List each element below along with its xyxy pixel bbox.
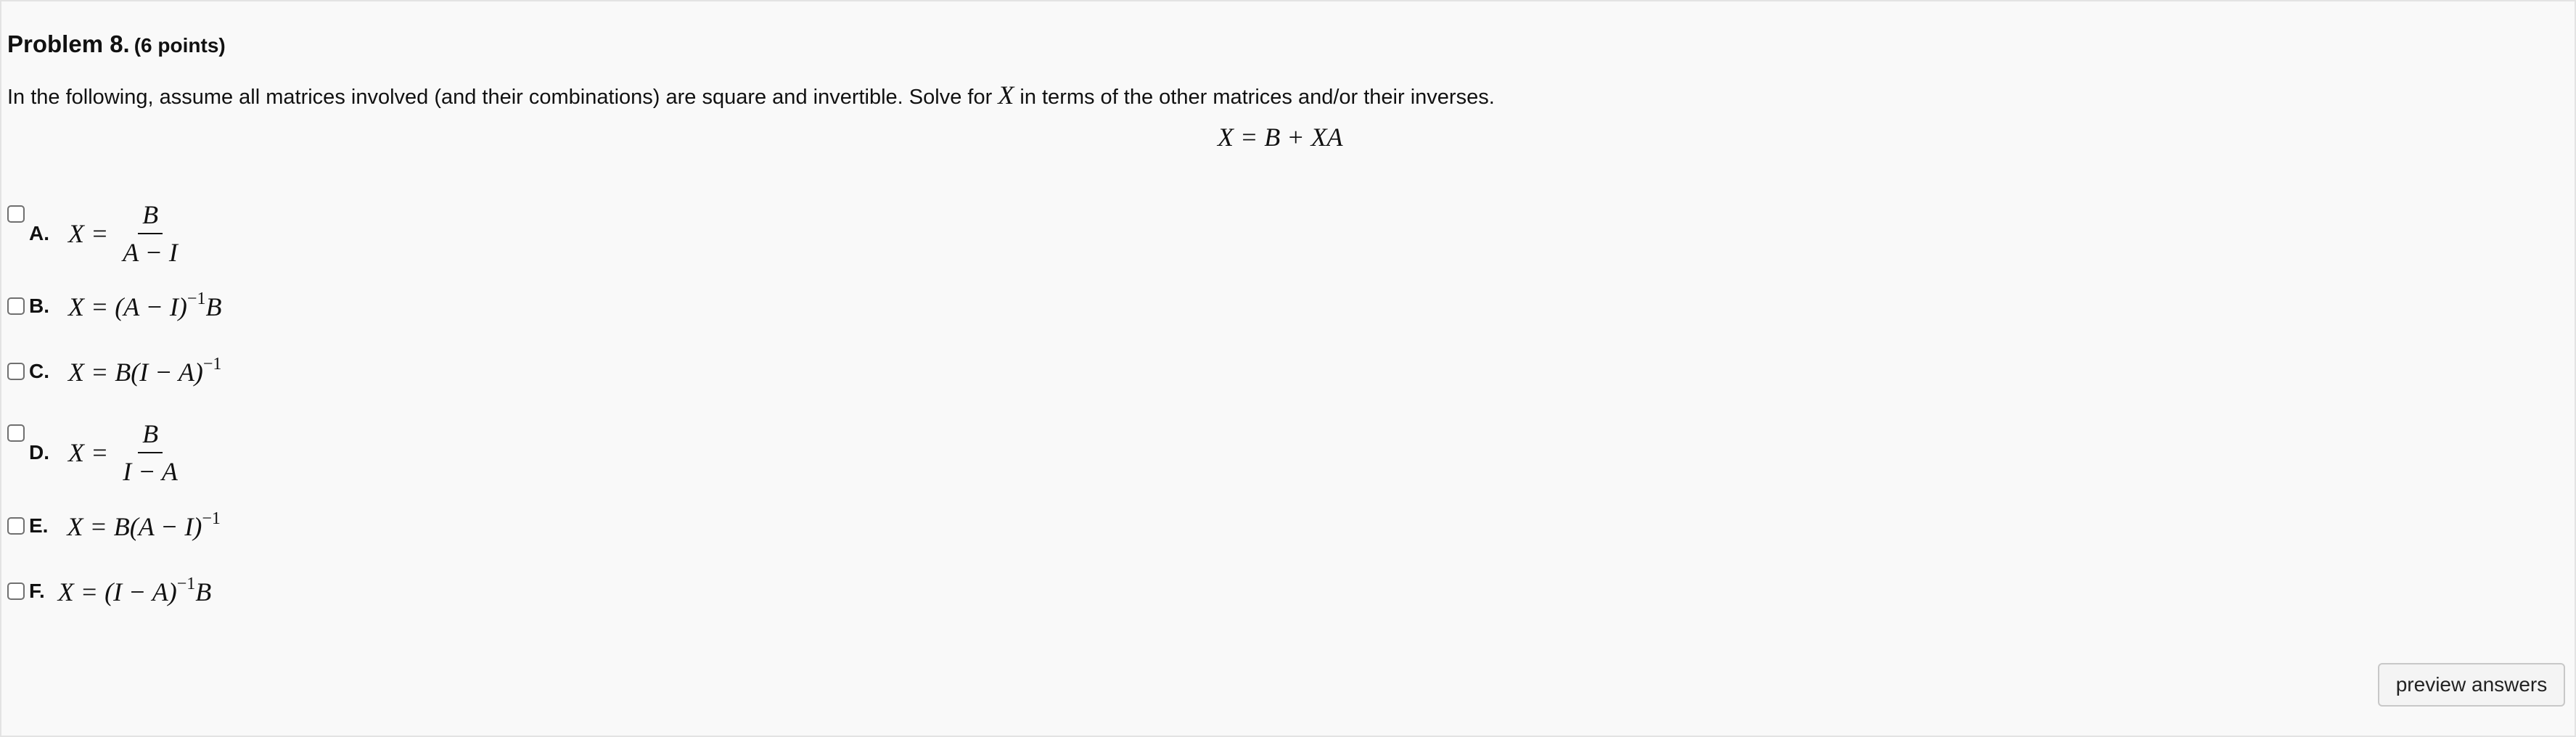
option-f-checkbox[interactable] — [7, 582, 25, 600]
prompt-variable: X — [998, 81, 1014, 110]
option-f-exponent: −1 — [176, 575, 196, 593]
problem-points: (6 points) — [134, 34, 226, 57]
option-b-tail: B — [205, 292, 222, 321]
option-b-lhs: X = — [68, 292, 109, 321]
option-c-lhs: X = — [68, 358, 109, 387]
option-e-checkbox[interactable] — [7, 517, 25, 535]
option-f-expr: (I − A) — [104, 577, 177, 606]
option-e[interactable] — [7, 509, 221, 542]
option-d-checkbox[interactable] — [7, 424, 25, 442]
option-f-letter: F. — [29, 579, 45, 602]
prompt-text-after: in terms of the other matrices and/or their inverses. — [1020, 86, 1495, 109]
option-a-denominator: A − I — [123, 238, 178, 267]
option-f[interactable] — [7, 575, 211, 607]
option-f-tail: B — [195, 577, 212, 606]
option-c-letter: C. — [29, 359, 49, 382]
option-e-lhs: X = — [67, 512, 107, 541]
option-a-numerator: B — [138, 199, 163, 234]
option-b-exponent: −1 — [186, 289, 206, 308]
problem-number: Problem 8. — [7, 30, 130, 57]
option-f-formula — [58, 575, 211, 607]
option-c-formula — [68, 355, 221, 387]
option-f-lhs: X = — [57, 577, 99, 606]
problem-title — [7, 30, 226, 58]
option-e-expr: B(A − I) — [113, 512, 202, 541]
option-b[interactable] — [7, 289, 221, 322]
display-equation: X = B + XA — [1218, 123, 1343, 152]
option-c-exponent: −1 — [202, 355, 222, 374]
option-d-denominator: I − A — [123, 457, 178, 486]
prompt-text-before: In the following, assume all matrices involved (and their combinations) are square and invertible. Solve for — [7, 86, 993, 109]
option-b-expr: (A − I) — [115, 292, 187, 321]
option-b-letter: B. — [29, 294, 49, 317]
option-c-expr: B(I − A) — [115, 358, 203, 387]
option-c[interactable] — [7, 355, 221, 387]
option-d-lhs: X = — [68, 438, 109, 467]
option-c-checkbox[interactable] — [7, 363, 25, 380]
option-e-exponent: −1 — [202, 509, 221, 528]
option-a-lhs: X = — [68, 219, 109, 248]
problem-prompt — [7, 80, 1495, 110]
option-d[interactable] — [7, 419, 182, 487]
option-a-checkbox[interactable] — [7, 205, 25, 223]
preview-answers-button[interactable]: preview answers — [2378, 663, 2565, 707]
option-d-fraction — [118, 419, 182, 487]
option-d-letter: D. — [29, 441, 49, 464]
option-b-formula — [68, 289, 221, 322]
option-b-checkbox[interactable] — [7, 297, 25, 315]
option-a-letter: A. — [29, 222, 49, 244]
option-e-formula — [67, 509, 220, 542]
option-d-numerator: B — [138, 419, 163, 453]
option-e-letter: E. — [29, 514, 49, 537]
option-a[interactable] — [7, 199, 182, 268]
option-a-fraction — [118, 199, 182, 268]
